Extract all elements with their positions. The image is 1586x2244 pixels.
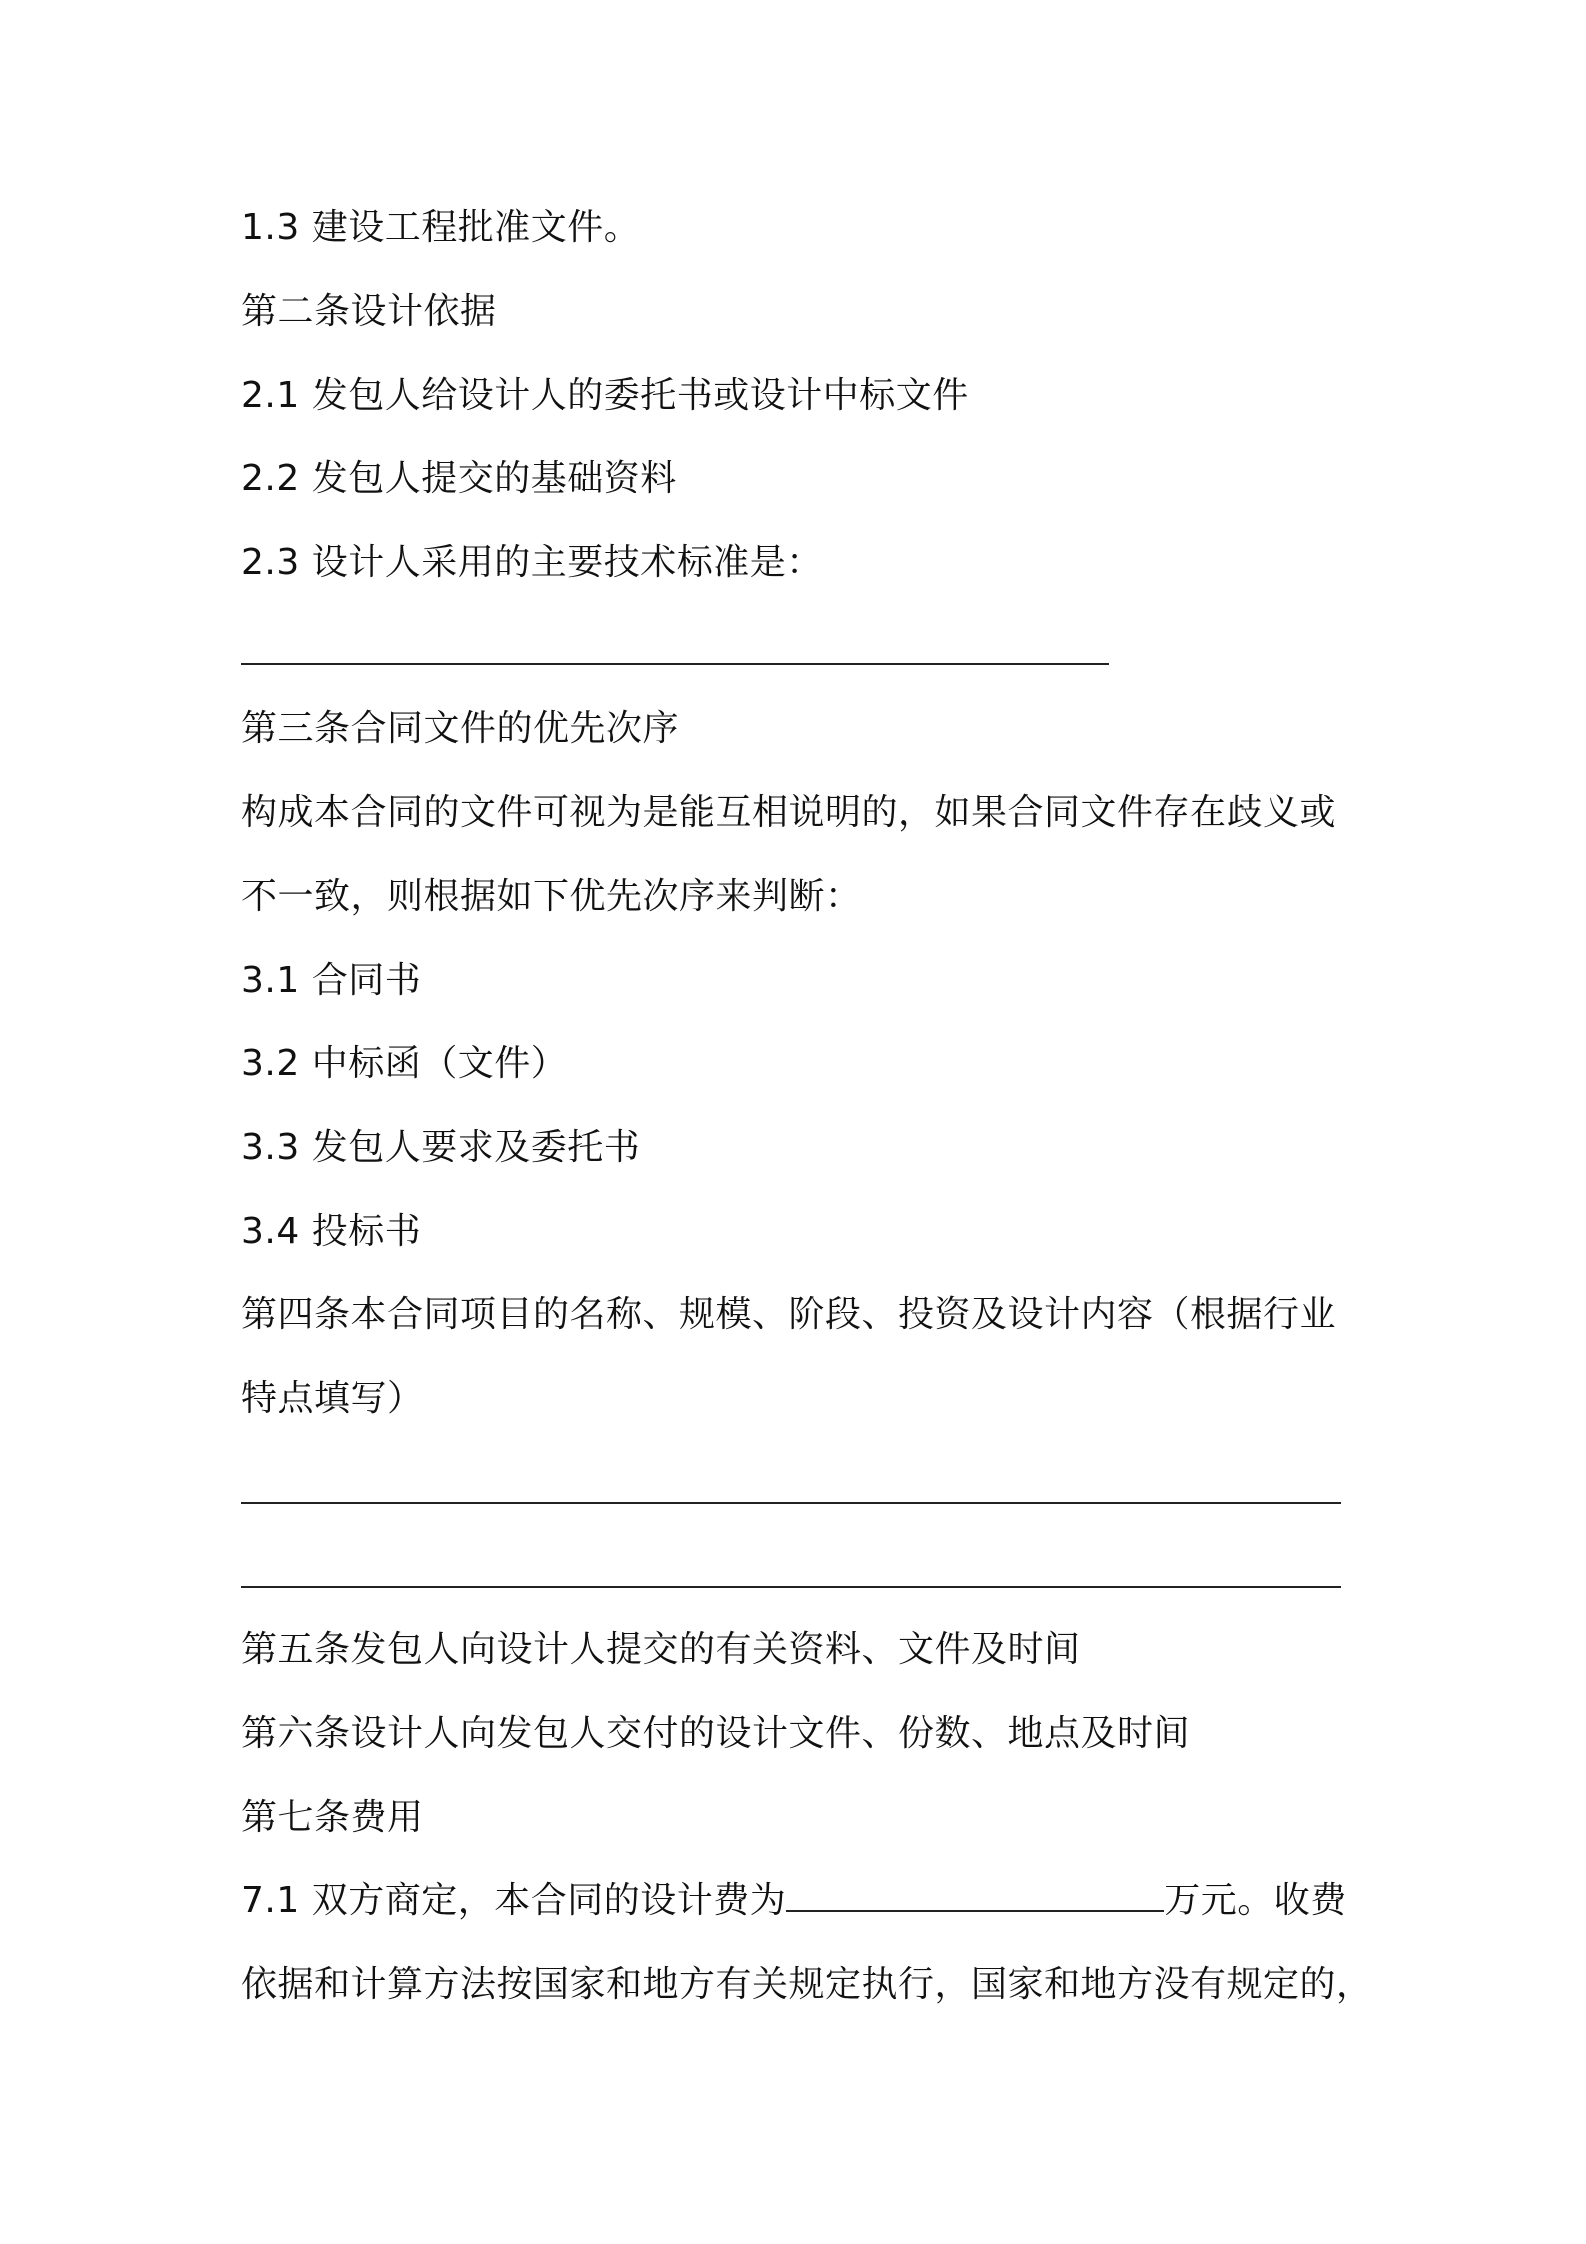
- fill-in-blank-line: [241, 1586, 1341, 1588]
- clause-3-3: 3.3 发包人要求及委托书: [241, 1127, 641, 1168]
- clause-3-1: 3.1 合同书: [241, 960, 422, 1001]
- clause-7-1-cont: 依据和计算方法按国家和地方有关规定执行，国家和地方没有规定的，: [241, 1964, 1373, 2005]
- clause-1-3: 1.3 建设工程批准文件。: [241, 207, 641, 248]
- article-3-paragraph: 构成本合同的文件可视为是能互相说明的，如果合同文件存在歧义或: [241, 792, 1337, 833]
- article-3-heading: 第三条合同文件的优先次序: [241, 708, 680, 749]
- clause-2-2: 2.2 发包人提交的基础资料: [241, 458, 677, 499]
- fill-in-blank-line: [241, 663, 1109, 665]
- clause-2-3: 2.3 设计人采用的主要技术标准是：: [241, 542, 823, 583]
- fee-amount-blank: [786, 1878, 1164, 1912]
- clause-7-1: [241, 1878, 1347, 1924]
- clause-7-1-text: 7.1 双方商定，本合同的设计费为: [241, 1880, 787, 1921]
- article-2-heading: 第二条设计依据: [241, 291, 497, 332]
- article-3-paragraph-cont: 不一致，则根据如下优先次序来判断：: [241, 876, 862, 917]
- article-4-heading: 第四条本合同项目的名称、规模、阶段、投资及设计内容（根据行业: [241, 1294, 1337, 1335]
- article-5-heading: 第五条发包人向设计人提交的有关资料、文件及时间: [241, 1629, 1081, 1670]
- clause-3-4: 3.4 投标书: [241, 1211, 422, 1252]
- article-4-heading-cont: 特点填写）: [241, 1378, 424, 1419]
- clause-7-1-unit-text: 万元。收费: [1164, 1880, 1347, 1921]
- clause-3-2: 3.2 中标函（文件）: [241, 1043, 568, 1084]
- article-6-heading: 第六条设计人向发包人交付的设计文件、份数、地点及时间: [241, 1713, 1191, 1754]
- fill-in-blank-line: [241, 1502, 1341, 1504]
- clause-2-1: 2.1 发包人给设计人的委托书或设计中标文件: [241, 375, 969, 416]
- article-7-heading: 第七条费用: [241, 1797, 424, 1838]
